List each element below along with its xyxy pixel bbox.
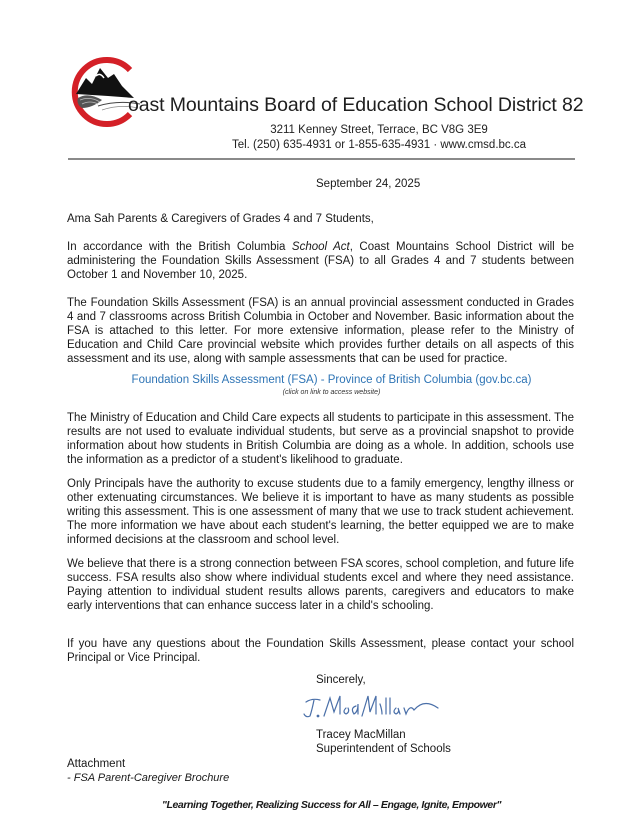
paragraph-principals: Only Principals have the authority to excuse students due to a family emergency, lengthy illness or other extenuating circumstances. We believe it is important to have as many students as possible writing this assessment. This is one assessment of many that we use to track student achievement. The more information we have about each student's learning, the better equipped we are to make informed decisions at the classroom and school level.: [67, 478, 574, 546]
paragraph-intro: [67, 240, 574, 282]
footer-motto: "Learning Together, Realizing Success for All – Engage, Ignite, Empower": [161, 799, 502, 811]
address: 3211 Kenney Street, Terrace, BC V8G 3E9: [270, 124, 488, 136]
school-act-italic: School Act: [291, 241, 350, 253]
closing-sincerely: Sincerely,: [316, 674, 366, 686]
signer-name: Tracey MacMillan: [316, 729, 406, 741]
paragraph-intro-text-cont: , Coast Mountains School District will be administering the Foundation Skills Assessment (FSA) to all Grades 4 and 7 students between October 1 and November 10, 2025.: [67, 241, 574, 281]
attachment-item: - FSA Parent-Caregiver Brochure: [67, 772, 230, 784]
paragraph-intro-text: In accordance with the British Columbia: [67, 241, 292, 253]
paragraph-ministry: The Ministry of Education and Child Care expects all students to participate in this assessment. The results are not used to evaluate individual students, but serve as a provincial snapshot to provide information about how students in British Columbia are doing as a whole. In addition, schools use the information as a predictor of a student's likelihood to graduate.: [67, 412, 574, 466]
coast-mountains-logo-icon: [68, 56, 140, 128]
paragraph-connection: We believe that there is a strong connection between FSA scores, school completion, and future life success. FSA results also show where individual students excel and where they need assistance. Paying attention to individual student results allows parents, caregivers and educators to make early interventions that can enhance success later in a child's schooling.: [67, 558, 574, 612]
fsa-website-link[interactable]: Foundation Skills Assessment (FSA) - Province of British Columbia (gov.bc.ca): [131, 374, 532, 386]
paragraph-questions: If you have any questions about the Foundation Skills Assessment, please contact your school Principal or Vice Principal.: [67, 638, 574, 664]
greeting: Ama Sah Parents & Caregivers of Grades 4 and 7 Students,: [67, 213, 374, 225]
letter-date: September 24, 2025: [316, 178, 421, 190]
contact-info: Tel. (250) 635-4931 or 1-855-635-4931 · www.cmsd.bc.ca: [231, 139, 527, 151]
attachment-label: Attachment: [67, 758, 126, 770]
link-note: (click on link to access website): [282, 389, 381, 396]
header-divider: [68, 158, 575, 160]
handwritten-signature-icon: [302, 690, 442, 724]
paragraph-fsa-description: The Foundation Skills Assessment (FSA) is an annual provincial assessment conducted in Grades 4 and 7 classrooms across British Columbia in October and November. Basic information about the FSA is attached to this letter. For more extensive information, please refer to the Ministry of Education and Child Care provincial website which provides further details on all aspects of this assessment and its use, along with sample assessments that can be used for practice.: [67, 297, 574, 365]
org-name: oast Mountains Board of Education School District 82: [128, 94, 584, 116]
signer-title: Superintendent of Schools: [316, 743, 451, 755]
